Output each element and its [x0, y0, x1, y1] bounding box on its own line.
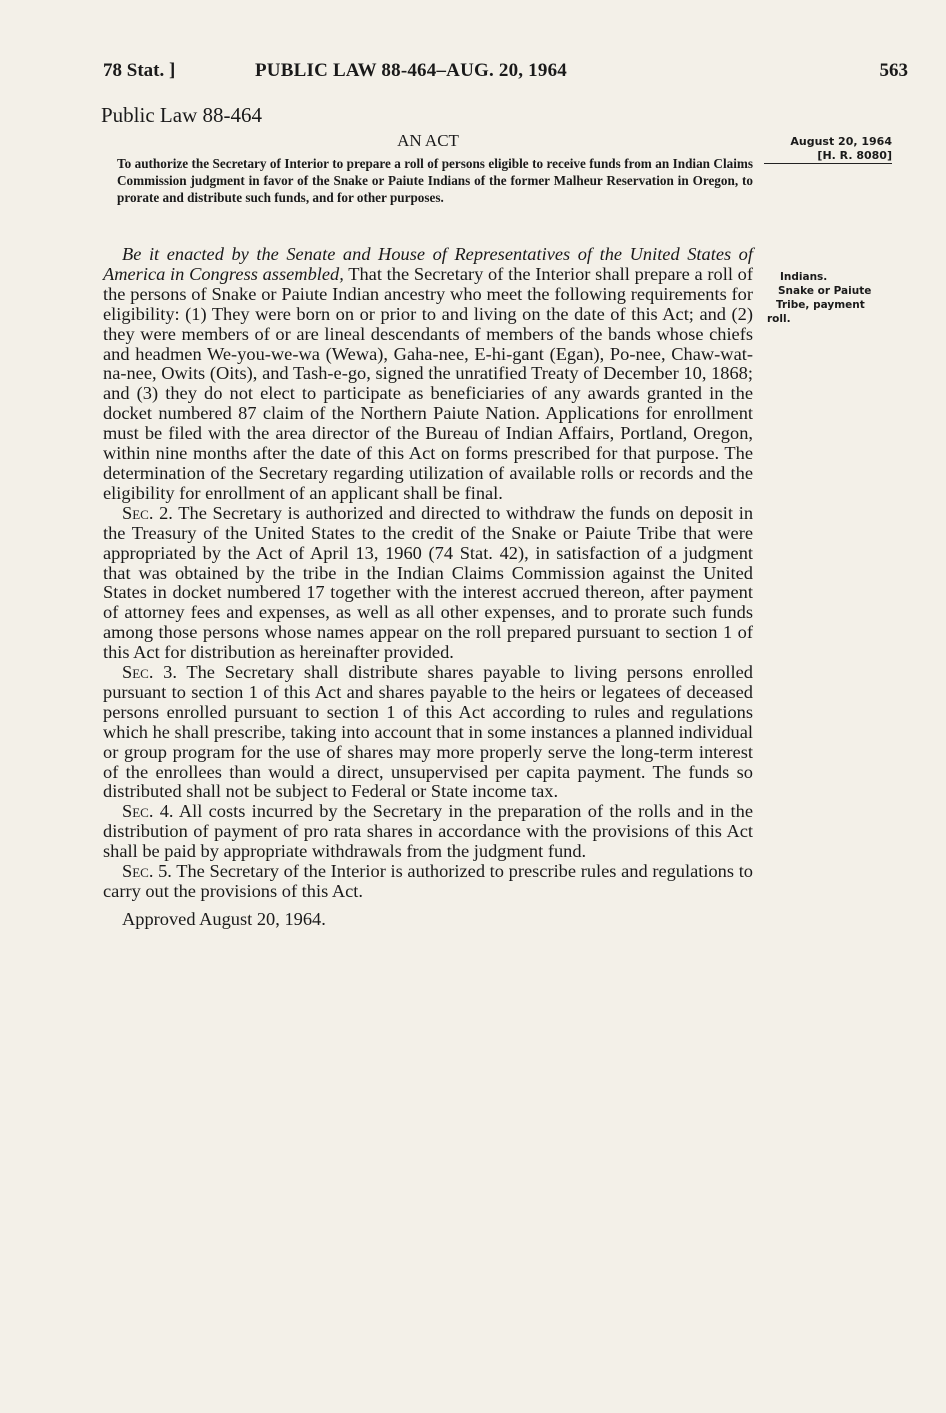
margin-note-line: roll. [767, 313, 791, 325]
approval-line: Approved August 20, 1964. [122, 908, 326, 929]
margin-note-line: Indians. [780, 271, 828, 283]
section-1 [103, 245, 753, 504]
public-law-title: Public Law 88-464 [101, 103, 262, 127]
section-4 [103, 802, 753, 862]
page-number: 563 [879, 60, 908, 81]
section-2 [103, 504, 753, 663]
section-1-text: That the Secretary of the Interior shall prepare a roll of the persons of Snake or Paiute Indian ancestry who meet the following requirements for eligibility: (1) They were born on or prior to and living on the date of this Act; and (2) they were members of or are lineal descendants of members of the bands whose chiefs and headmen We-you-we-wa (Wewa), Gaha-nee, E-hi-gant (Egan), Po-nee, Chaw-wat-na-nee, Owits (Oits), and Tash-e-go, signed the unratified Treaty of December 10, 1868; and (3) they do not elect to participate as beneficiaries of any awards granted in the docket numbered 87 claim of the Northern Paiute Nation. Applications for enrollment must be filed with the area director of the Bureau of Indian Affairs, Portland, Oregon, within nine months after the date of this Act on forms prescribed for that purpose. The determination of the Secretary regarding utilization of available rolls or records and the eligibility for enrollment of an applicant shall be final. [103, 263, 753, 503]
bill-number: [H. R. 8080] [764, 149, 892, 164]
section-5 [103, 862, 753, 902]
purpose-clause: To authorize the Secretary of Interior to prepare a roll of persons eligible to receive funds from an Indian Claims Commission judgment in favor of the Snake or Paiute Indians of the former Malheur Reservation in Oregon, to prorate and distribute such funds, and for other purposes. [117, 156, 753, 205]
act-heading: AN ACT [397, 131, 459, 150]
section-text: The Secretary is authorized and directed to withdraw the funds on deposit in the Treasury of the United States to the credit of the Snake or Paiute Tribe that were appropriated by the Act of April 13, 1960 (74 Stat. 42), in satisfaction of a judgment that was obtained by the tribe in the Indian Claims Commission against the United States in docket numbered 17 together with the interest accrued thereon, after payment of attorney fees and expenses, as well as all other expenses, and to prorate such funds among those persons whose names appear on the roll prepared pursuant to section 1 of this Act for distribution as hereinafter provided. [103, 502, 754, 663]
enactment-date: August 20, 1964 [790, 135, 892, 148]
section-text: All costs incurred by the Secretary in the preparation of the rolls and in the distribution of payment of pro rata shares in accordance with the provisions of this Act shall be paid by appropriate withdrawals from the judgment fund. [103, 801, 754, 862]
section-label: Sec. 3. [122, 662, 177, 683]
section-text: The Secretary shall distribute shares payable to living persons enrolled pursuant to section 1 of this Act and shares payable to the heirs or legatees of deceased persons enrolled pursuant to section 1 of this Act according to rules and regulations which he shall prescribe, taking into account that in some instances a planned individual or group program for the use of shares may more properly serve the long-term interest of the enrollees than would a direct, unsupervised per capita payment. The funds so distributed shall not be subject to Federal or State income tax. [103, 662, 753, 802]
margin-note-line: Tribe, payment [776, 299, 865, 311]
section-label: Sec. 5. [122, 861, 172, 882]
section-label: Sec. 4. [122, 801, 174, 822]
enacting-clause: Be it enacted by the Senate and House of Representatives of the United States of America in Congress assembled, [103, 244, 753, 284]
section-text: The Secretary of the Interior is authorized to prescribe rules and regulations to carry out the provisions of this Act. [103, 861, 753, 901]
running-header [103, 60, 908, 86]
section-label: Sec. 2. [122, 502, 173, 523]
running-title: PUBLIC LAW 88-464–AUG. 20, 1964 [255, 60, 567, 81]
section-3 [103, 663, 753, 802]
volume-citation: 78 Stat. ] [103, 60, 176, 81]
margin-note-line: Snake or Paiute [778, 285, 872, 297]
margin-subject-note [767, 270, 896, 326]
act-body [103, 245, 753, 930]
margin-date-note [764, 135, 892, 164]
